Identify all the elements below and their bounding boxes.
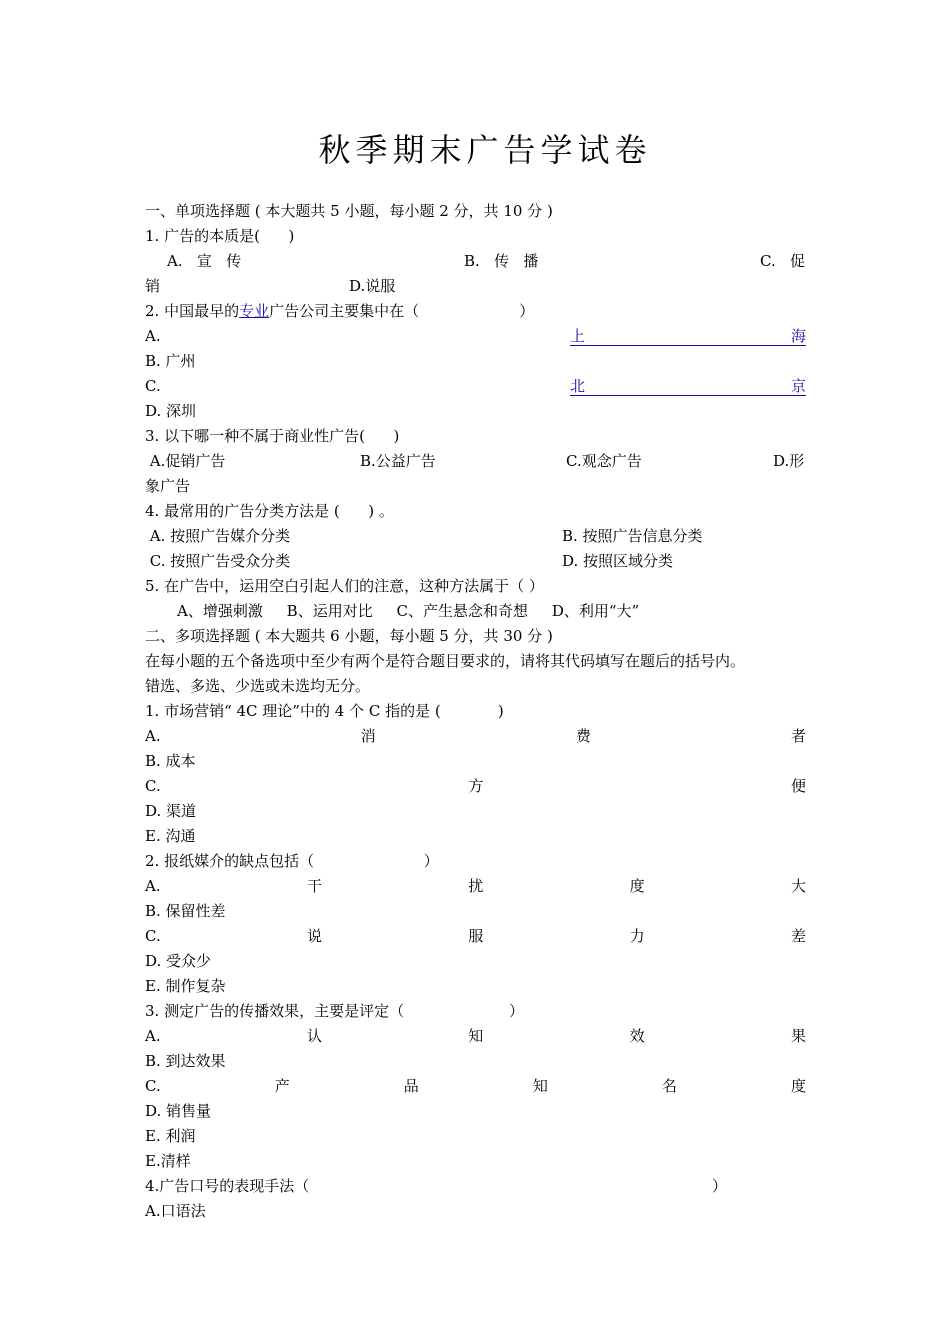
s1-q1-option-c: C. 促 [760,252,806,270]
s2-q4-stem-close: ） [712,1177,728,1195]
s1-q1-stem: 1. 广告的本质是( ) [145,227,295,245]
s2-q3-option-a [145,1026,806,1046]
option-part: 知 [532,1077,548,1095]
option-part: 说 [307,927,323,945]
link-shanghai-char1: 上 [570,327,586,345]
link-zhuanye[interactable]: 专业 [239,302,270,320]
s2-q1-option-c [145,776,806,796]
s1-q1-option-b: B. 传 播 [464,252,539,270]
option-part: 度 [629,877,645,895]
option-part: 名 [661,1077,677,1095]
option-part: C. [145,777,161,795]
option-part: 差 [790,927,806,945]
s2-q1-option-b: B. 成本 [145,752,196,770]
s2-q1-option-d: D. 渠道 [145,802,197,820]
s1-q3-option-b: B.公益广告 [360,452,436,470]
option-part: 者 [790,727,806,745]
s1-q4-stem: 4. 最常用的广告分类方法是 ( ) 。 [145,502,394,520]
link-beijing-char2: 京 [790,377,806,395]
option-part: 知 [468,1027,484,1045]
option-part: A. [145,727,161,745]
option-part: 度 [790,1077,806,1095]
s1-q5-stem: 5. 在广告中，运用空白引起人们的注意，这种方法属于（ ） [145,577,544,595]
option-part: 效 [629,1027,645,1045]
s1-q3-stem: 3. 以下哪一种不属于商业性广告( ) [145,427,400,445]
option-part: 产 [274,1077,290,1095]
option-part: 费 [575,727,591,745]
link-beijing[interactable] [570,376,806,396]
s1-q2-option-a: A. [145,327,161,345]
option-part: 消 [360,727,376,745]
s1-q1-option-a: A. 宣 传 [167,252,242,270]
link-beijing-char1: 北 [570,377,586,395]
link-shanghai-char2: 海 [790,327,806,345]
option-part: 力 [629,927,645,945]
option-part: C. [145,1077,161,1095]
s2-q1-option-e: E. 沟通 [145,827,196,845]
section2-instruction-2: 错选、多选、少选或未选均无分。 [145,677,371,695]
option-part: 大 [790,877,806,895]
section2-header: 二、多项选择题 ( 本大题共 6 小题，每小题 5 分，共 30 分 ) [145,627,553,645]
s1-q2-stem [145,301,534,321]
option-part: 方 [468,777,484,795]
s1-q2-stem-post: 广告公司主要集中在（ ） [269,302,535,320]
s1-q4-option-c: C. 按照广告受众分类 [145,552,291,570]
s2-q1-option-a [145,726,806,746]
s1-q2-option-b: B. 广州 [145,352,196,370]
s2-q2-option-c [145,926,806,946]
exam-title: 秋季期末广告学试卷 [318,131,652,169]
s2-q3-option-b: B. 到达效果 [145,1052,226,1070]
s2-q1-stem: 1. 市场营销“ 4C 理论”中的 4 个 C 指的是 ( ) [145,702,504,720]
s1-q3-option-d-cont: 象广告 [145,477,191,495]
option-part: 服 [468,927,484,945]
s2-q3-option-e2: E.清样 [145,1152,191,1170]
option-part: 认 [306,1027,322,1045]
s2-q3-option-e: E. 利润 [145,1127,196,1145]
s2-q3-option-d: D. 销售量 [145,1102,212,1120]
option-part: 扰 [468,877,484,895]
section2-instruction-1: 在每小题的五个备选项中至少有两个是符合题目要求的，请将其代码填写在题后的括号内。 [145,652,746,670]
s2-q3-option-c [145,1076,806,1096]
section1-header: 一、单项选择题 ( 本大题共 5 小题，每小题 2 分，共 10 分 ) [145,202,553,220]
s1-q3-option-d: D.形 [773,452,805,470]
s1-q1-option-d: D.说服 [349,277,396,295]
option-part: A. [145,1027,161,1045]
option-part: C. [145,927,161,945]
s1-q2-option-c: C. [145,377,161,395]
s1-q2-stem-pre: 2. 中国最早的 [145,302,240,320]
s1-q3-option-a: A.促销广告 [145,452,226,470]
s2-q4-option-a: A.口语法 [145,1202,206,1220]
s2-q2-stem: 2. 报纸媒介的缺点包括（ ） [145,852,439,870]
option-part: A. [145,877,161,895]
option-part: 果 [790,1027,806,1045]
s2-q2-option-b: B. 保留性差 [145,902,226,920]
option-part: 干 [306,877,322,895]
s1-q4-option-b: B. 按照广告信息分类 [562,527,703,545]
s2-q2-option-d: D. 受众少 [145,952,212,970]
s1-q3-option-c: C.观念广告 [566,452,642,470]
s1-q2-option-d: D. 深圳 [145,402,197,420]
s1-q4-option-d: D. 按照区域分类 [562,552,674,570]
option-part: 便 [790,777,806,795]
s1-q5-options: A、增强刺激 B、运用对比 C、产生悬念和奇想 D、利用“大” [177,602,640,620]
s2-q2-option-a [145,876,806,896]
option-part: 品 [403,1077,419,1095]
s2-q4-stem: 4.广告口号的表现手法（ [145,1177,310,1195]
link-shanghai[interactable] [570,326,806,346]
s1-q4-option-a: A. 按照广告媒介分类 [145,527,291,545]
s2-q2-option-e: E. 制作复杂 [145,977,226,995]
s2-q3-stem: 3. 测定广告的传播效果，主要是评定（ ） [145,1002,524,1020]
s1-q1-option-c-cont: 销 [145,277,161,295]
